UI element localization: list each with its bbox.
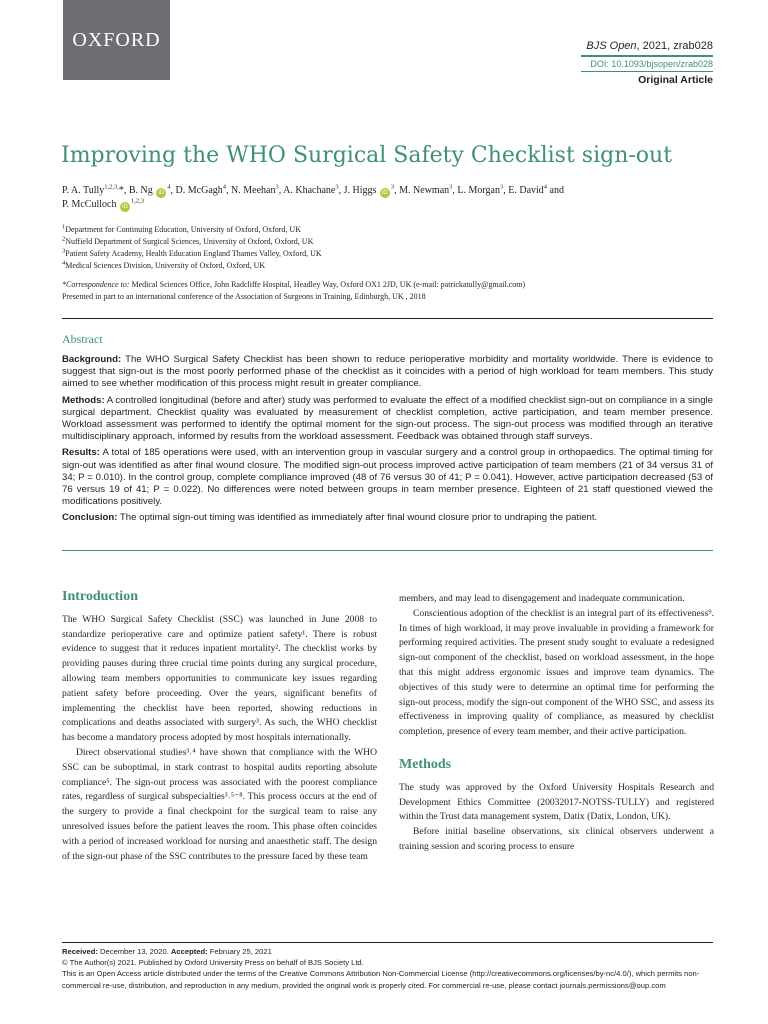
logo-text: OXFORD [72,28,161,51]
affiliation: $^4$Medical Sciences Division, University of Oxford, Oxford, UK [62,259,266,270]
abstract-divider [62,550,713,551]
section-label: Background: [62,354,122,365]
author-name: P. A. Tully [62,185,105,196]
right-column [399,592,714,855]
abstract-body [62,354,713,529]
journal-info [581,40,713,86]
section-text: A controlled longitudinal (before and after) study was performed to evaluate the effect of a modified checklist sign-out on compliance in a single surgical department. Checklist quality was evaluated by measurement of checklist completion, active participation, and team member presence. Workload assessment was performed to identify the optimal moment for the sign-out process. The sign-out process was modified through an iterative multidisciplinary approach, informed by results from the workload assessment. Feedback was obtained through staff surveys. [62,394,713,443]
section-label: Conclusion: [62,512,118,524]
affiliation: $^2$Nuffield Department of Surgical Sciences, University of Oxford, Oxford, UK [62,235,314,246]
abstract-background [62,354,713,391]
affiliation-text: Patient Safety Academy, Health Education England Thames Valley, Oxford, UK [65,249,322,258]
author-affil-sup: 1,2,3, [104,183,119,191]
author-name: , M. Newman [394,185,450,196]
received-label: Received: [62,947,98,956]
orcid-icon[interactable]: iD [156,188,166,198]
author-list [62,184,722,212]
orcid-icon[interactable]: iD [380,188,390,198]
author-name: and [547,185,564,196]
introduction-heading: Introduction [62,589,138,604]
section-text: The optimal sign-out timing was identified as immediately after final wound closure prior to undraping the patient. [117,512,598,524]
author-affil-sup: 4 [167,183,171,191]
journal-year-id: , 2021, zrab028 [636,40,713,52]
author-name: *, B. Ng [118,185,156,196]
intro-paragraph: members, and may lead to disengagement and inadequate communication. [399,593,685,604]
journal-rule [581,55,713,57]
abstract-results [62,447,713,508]
section-label: Results: [62,447,100,459]
accepted-label: Accepted: [170,947,208,956]
author-name: P. McCulloch [62,199,119,210]
author-affil-sup: 3 [275,183,279,191]
affiliation: $^1$Department for Continuing Education, University of Oxford, Oxford, UK [62,223,301,234]
accepted-date: February 25, 2021 [207,947,272,956]
affiliation-text: Nuffield Department of Surgical Sciences, University of Oxford, Oxford, UK [65,237,314,246]
orcid-icon[interactable]: iD [120,202,130,212]
intro-paragraph: Direct observational studies³˒⁴ have shown that compliance with the WHO SSC can be suboptimal, in stark contrast to hospital audits reporting absolute compliance⁵. The sign-out process was associated with the poorest compliance rates, regardless of surgical subspecialties³˒⁵⁻⁸. This process occurs at the end of the surgery to provide a final checkpoint for the surgical team to raise any unresolved issues before the patient leaves the room. This phase often coincides with a period of increased workload for nursing and anaesthetic staff. The design of the sign-out phase of the SSC contributes to the pressure faced by these team [62,746,377,862]
author-affil-sup: 3 [390,183,395,191]
correspondence-line [62,279,722,291]
journal-rule-2 [581,71,713,72]
copyright-line: © The Author(s) 2021. Published by Oxford University Press on behalf of BJS Society Ltd. [62,958,364,968]
abstract-heading: Abstract [62,332,103,346]
methods-paragraph: Before initial baseline observations, six clinical observers underwent a training session and scoring process to ensure [399,826,714,852]
affiliation-text: Department for Continuing Education, University of Oxford, Oxford, UK [65,225,301,234]
footer-divider [62,942,713,943]
footer [62,946,722,991]
affiliations [62,224,722,272]
article-type: Original Article [638,74,713,86]
intro-paragraph: Conscientious adoption of the checklist is an integral part of its effectiveness⁹. In times of high workload, it may prove invaluable in providing a framework for performing required activities. The present study sought to evaluate a redesigned sign-out component of the checklist, based on workload assessment, in the hope that this might address ergonomic issues and improve team dynamics. The objectives of this study were to determine an optimal time for performing the sign-out process, modify the sign-out component of the WHO SSC, and assess its effectiveness in improving quality of compliance, as measured by checklist completion, presence of every team member, and their active participation. [399,607,714,738]
methods-paragraph: The study was approved by the Oxford University Hospitals Research and Development Ethics Committee (20032017-NOTSS-TULLY) and registered within the Trust data management system, Datix (Datix, London, UK). [399,781,714,823]
author-affil-sup: 3 [500,183,504,191]
author-affil-sup: 4 [543,183,548,191]
intro-paragraph: The WHO Surgical Safety Checklist (SSC) was launched in June 2008 to standardize perioperative care and optimize patient safety¹. There is robust evidence to suggest that it reduces inpatient mortality². The checklist works by providing pauses during three crucial time points during any surgical procedure, allowing team members opportunities to communicate key issues regarding patient safety before proceeding. Over the years, significant benefits of implementing the checklist have been reported, showing reductions in complications and deaths associated with surgery³. As such, the WHO checklist has become a mandatory process adopted by most hospitals internationally. [62,613,377,744]
left-column [62,590,377,864]
author-name: , J. Higgs [338,185,379,196]
journal-citation [581,40,713,52]
license-text: This is an Open Access article distributed under the terms of the Creative Commons Attribution Non-Commercial License (http://creativecommons.org/licenses/by-nc/4.0/), which permits non-commercial re-use, distribution, and reproduction in any medium, provided the original work is properly cited. For commercial re-use, please contact journals.permissions@oup.com [62,969,700,990]
author-affil-sup: 1,2,3 [130,197,144,205]
oxford-logo [63,0,170,80]
author-affil-sup: 4 [222,183,227,191]
methods-heading: Methods [399,756,452,772]
article-title: Improving the WHO Surgical Safety Checklist sign-out [61,143,673,168]
affiliation: $^3$Patient Safety Academy, Health Education England Thames Valley, Oxford, UK [62,247,322,258]
author-name: , L. Morgan [452,185,500,196]
correspondence [62,279,722,303]
dates-line [62,946,722,957]
author-affil-sup: 3 [449,183,453,191]
abstract-methods [62,395,713,444]
divider [62,318,713,319]
journal-name: BJS Open [586,40,637,52]
doi-link[interactable]: DOI: 10.1093/bjsopen/zrab028 [590,59,713,69]
abstract-conclusion [62,512,713,524]
section-text: The WHO Surgical Safety Checklist has been shown to reduce perioperative morbidity and mortality worldwide. There is evidence to suggest that sign-out is the most poorly performed phase of the checklist as it coincides with a period of high workload for team members. This study aimed to see whether modification of this process might result in greater compliance. [62,354,713,390]
section-text: A total of 185 operations were used, with an intervention group in vascular surgery and a control group in orthopaedics. The optimal timing for sign-out was identified as after final wound closure. The modified sign-out process improved active participation of team members (21 of 34 versus 31 of 34; P = 0.010). In the control group, complete compliance improved (48 of 76 versus 30 of 41; P = 0.041). However, active participation decreased (53 of 76 versus 19 of 41; P = 0.022). No differences were noted between groups in team member presence. Eighteen of 21 staff questioned viewed the modifications positively. [62,447,713,508]
correspondence-label: *Correspondence to: [62,280,130,289]
author-name: , N. Meehan [226,185,276,196]
author-name: , D. McGagh [170,185,223,196]
correspondence-text: Medical Sciences Office, John Radcliffe Hospital, Headley Way, Oxford OX1 2JD, UK (e-mail: patrickatully@gmail.com) [129,280,526,289]
received-date: December 13, 2020. [97,947,171,956]
author-name: , E. David [503,185,544,196]
section-label: Methods: [62,394,105,406]
author-affil-sup: 3 [335,183,339,191]
author-name: , A. Khachane [278,185,336,196]
presented-note: Presented in part to an international conference of the Association of Surgeons in Training, Edinburgh, UK , 2018 [62,292,426,301]
affiliation-text: Medical Sciences Division, University of Oxford, Oxford, UK [65,261,266,270]
